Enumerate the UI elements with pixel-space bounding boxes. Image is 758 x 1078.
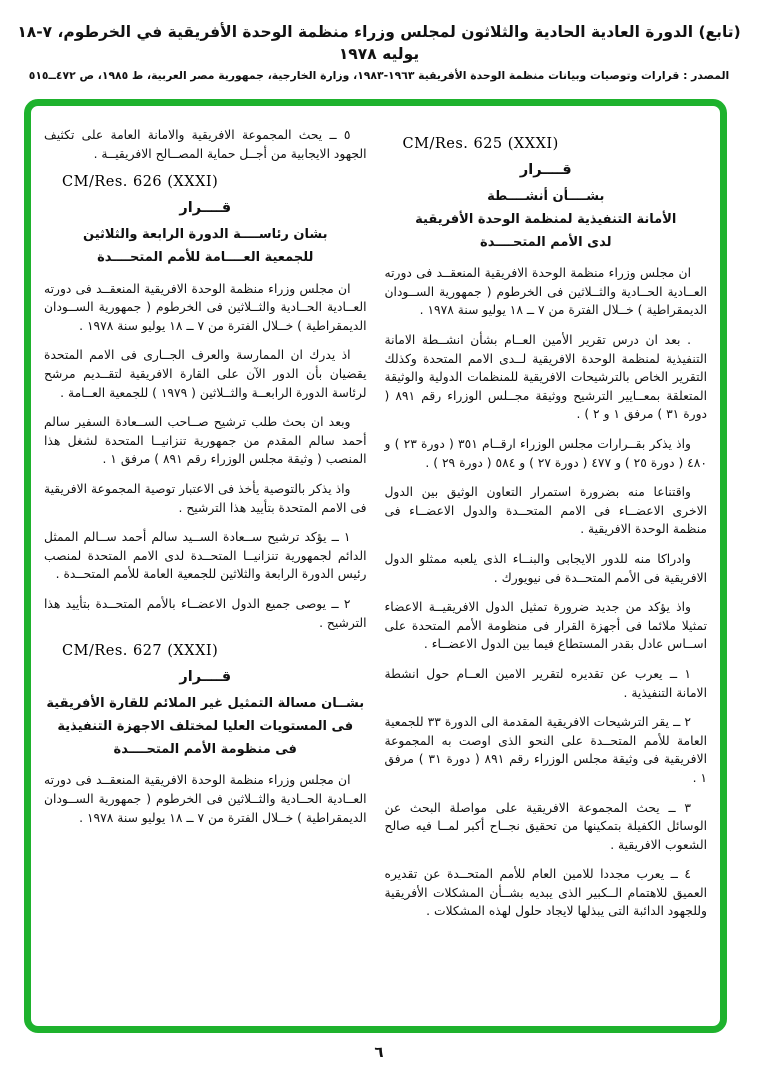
res-627-subtitle <box>44 693 367 761</box>
res-625-paragraph-considered: . بعد ان درس تقرير الأمين العــام بشأن انشــطة الامانة التنفيذية لمنظمة الوحدة الافريقية لــدى الامم المتحدة وكذلك التقرير الخاص بالترشيحات الافريقية للمنظمات الدولية والوثيقة المتعلقة بمعــايير الترشيح ووثيقة مجــلس الوزراء رقم ٨٩١ ( دورة ٣١ ) مرفق ١ و ٢ ) . <box>384 333 707 422</box>
res-625-decision-word: قــــرار <box>519 162 572 178</box>
res-626-paragraph-recommendation: واذ يذكر بالتوصية يأخذ فى الاعتبار توصية المجموعة الافريقية فى الامم المتحدة بتأييد هذا الترشيح . <box>44 482 367 515</box>
header-session-title: (تابع) الدورة العادية الحادية والثلاثون لمجلس وزراء منظمة الوحدة الأفريقية في الخرطوم، ٧-١٨ يوليه ١٩٧٨ <box>17 23 741 63</box>
res-625-subtitle <box>385 186 708 254</box>
res-627-subtitle-line-2: فى المستويات العليا لمختلف الاجهزة التنفيذية <box>57 718 354 734</box>
header-source-line: المصدر : قرارات وتوصيات وبيانات منظمة الوحدة الأفريقية ١٩٦٣-١٩٨٣، وزارة الخارجية، جمهورية مصر العربية، ط ١٩٨٥، ص ٤٧٢ــ٥١٥ <box>28 69 730 83</box>
res-625-paragraph-aware: وادراكا منه للدور الايجابى والبنــاء الذى يلعبه ممثلو الدول الافريقية فى الأمم المتحــدة فى نيويورك . <box>384 551 707 585</box>
column-left-res626-627 <box>44 126 367 1026</box>
res-626-subtitle-line-1: بشان رئاســــة الدورة الرابعة والثلاثين <box>83 227 328 243</box>
res-626-paragraph-opening: ان مجلس وزراء منظمة الوحدة الافريقية المنعقــد فى دورته العــادية الحــادية والثــلاثين فى الخرطوم ( جمهورية الســودان الديمقراطية ) خــلال الفترة من ٧ ــ ١٨ يوليو سنة ١٩٧٨ . <box>44 281 367 333</box>
res-627-subtitle-line-1: بشــان مسالة التمثيل غير الملائم للقارة الأفريقية <box>46 696 365 712</box>
res-625-paragraph-recalling: واذ يذكر بقــرارات مجلس الوزراء ارقــام ٣٥١ ( دورة ٢٣ ) و ٤٨٠ ( دورة ٢٥ ) و ٤٧٧ ( دورة ٢٧ ) و ٥٨٤ ( دورة ٢٩ ) . <box>384 437 707 470</box>
res-626-subtitle <box>44 224 367 270</box>
column-right-res625 <box>385 126 708 1026</box>
res-625-item-2: ٢ ــ يقر الترشيحات الافريقية المقدمة الى الدورة ٣٣ للجمعية العامة للأمم المتحــدة على النحو الذى اوصت به المجموعة الافريقية فى وثيقة مجلس الوزراء رقم ٨٩١ ( دورة ٣١ ) مرفق ١ . <box>384 715 707 785</box>
res-625-code: CM/Res. 625 (XXXI) <box>402 136 559 152</box>
res-625-paragraph-reaffirming: واذ يؤكد من جديد ضرورة تمثيل الدول الافريقيــة الاعضاء تمثيلا ملائما فى أجهزة القرار فى منظومة الأمم المتحدة على اســاس عادل بقدر المستطاع فيما بين الدول الاعضــاء . <box>384 600 707 652</box>
res-627-code: CM/Res. 627 (XXXI) <box>62 643 219 660</box>
res-625-item-5: ٥ ــ يحث المجموعة الافريقية والامانة العامة على تكثيف الجهود الايجابية من أجــل حماية المصــالح الافريقيــة . <box>44 128 367 161</box>
two-column-layout <box>31 106 720 1026</box>
res-627-paragraph-opening: ان مجلس وزراء منظمة الوحدة الافريقية المنعقــد فى دورته العــادية الحــادية والثــلاثين فى الخرطوم ( جمهورية الســودان الديمقراطية ) خــلال الفترة من ٧ ــ ١٨ يوليو سنة ١٩٧٨ . <box>44 773 367 825</box>
res-626-subtitle-line-2: للجمعية العــــامة للأمم المتحــــدة <box>97 249 314 265</box>
res-625-subtitle-line-2: الأمانة التنفيذية لمنظمة الوحدة الأفريقية <box>415 211 677 227</box>
res-625-item-1: ١ ــ يعرب عن تقديره لتقرير الامين العــام حول انشطة الامانة التنفيذية . <box>384 666 707 700</box>
res-625-paragraph-opening: ان مجلس وزراء منظمة الوحدة الافريقية المنعقــد فى دورته العــادية الحــادية والثــلاثين فى الخرطوم ( جمهورية الســودان الديمقراطية ) خــلال الفترة من ٧ ــ ١٨ يوليو سنة ١٩٧٨ . <box>384 266 707 318</box>
res-626-item-1: ١ ــ يؤكد ترشيح ســعادة الســيد سالم أحمد ســالم الممثل الدائم لجمهورية تنزانيــا المتحــدة لدى الامم المتحدة لمنصب رئيس الدورة الرابعة والثلاثين للجمعية العامة للأمم المتحــدة . <box>44 530 367 582</box>
res-625-subtitle-line-1: بشــــأن أنشــــطة <box>487 189 605 204</box>
res-625-paragraph-convinced: واقتناعا منه بضرورة استمرار التعاون الوثيق بين الدول الاخرى الاعضــاء فى الامم المتحــدة والدول الاعضــاء فى منظمة الوحدة الافريقية . <box>384 485 707 537</box>
res-627-decision-word: قــــرار <box>179 669 232 686</box>
res-626-paragraph-candidature: وبعد ان بحث طلب ترشيح صــاحب الســعادة السفير سالم أحمد سالم المقدم من جمهورية تنزانيــا المتحدة لشغل هذا المنصب ( وثيقة مجلس الوزراء رقم ٨٩١ ) مرفق ١ . <box>44 415 367 467</box>
res-625-item-4: ٤ ــ يعرب مجددا للامين العام للأمم المتحــدة عن تقديره العميق للاهتمام الــكبير الذى يبديه بشــأن المشكلات الأفريقية وللجهود الدائبة التى يبذلها لايجاد حلول لهذه المشكلات . <box>384 867 707 919</box>
res-626-item-2: ٢ ــ يوصى جميع الدول الاعضــاء بالأمم المتحــدة بتأييد هذا الترشيح . <box>44 597 367 630</box>
document-header <box>0 22 758 82</box>
page-number: ٦ <box>374 1043 384 1061</box>
res-625-subtitle-line-3: لدى الأمم المتحــــدة <box>480 234 612 250</box>
res-625-item-3: ٣ ــ يحث المجموعة الافريقية على مواصلة البحث عن الوسائل الكفيلة بتمكينها من تحقيق نجــاح أكبر لمــا فيه صالح الشعوب الافريقية . <box>384 800 707 852</box>
content-border-box <box>24 99 727 1033</box>
res-626-code: CM/Res. 626 (XXXI) <box>62 174 219 191</box>
res-627-subtitle-line-3: فى منظومة الأمم المتحــــدة <box>113 741 297 757</box>
res-626-paragraph-practice: اذ يدرك ان الممارسة والعرف الجــارى فى الامم المتحدة يقضيان بأن الدور الآن على القارة الافريقية لتقــديم مرشح لرئاسة الدورة الرابعــة والثــلاثين ( ١٩٧٩ ) للجمعية العــامة . <box>44 348 367 400</box>
res-626-decision-word: قــــرار <box>179 200 232 217</box>
